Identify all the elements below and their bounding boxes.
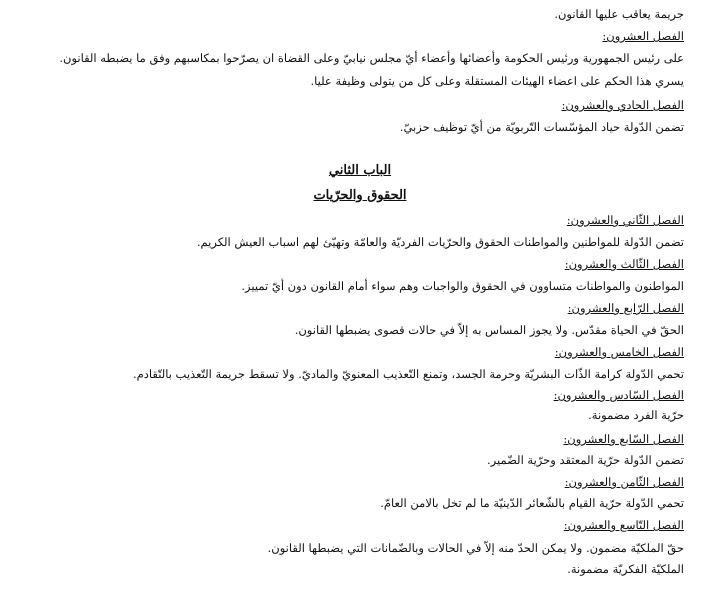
article-20-text-1: على رئيس الجمهورية ورئيس الحكومة وأعضائها وأعضاء أيّ مجلس نيابيّ وعلى القضاة ان يصرّحوا بمكاسبهم وفق ما يضبطه القانون.: [59, 51, 684, 65]
article-28-heading: الفصل الثّامن والعشرون:: [564, 475, 684, 489]
article-29-heading: الفصل التّاسع والعشرون:: [563, 518, 684, 532]
article-24-heading: الفصل الرّابع والعشرون:: [567, 301, 684, 315]
chapter-number: الباب الثاني: [328, 163, 392, 178]
article-22-heading: الفصل الثّاني والعشرون:: [566, 213, 684, 227]
intro-line: جريمة يعاقب عليها القانون.: [554, 7, 684, 21]
chapter-title: الحقوق والحرّيات: [313, 188, 407, 203]
article-27-heading: الفصل السّابع والعشرون:: [563, 432, 684, 446]
article-22-text: تضمن الدّولة للمواطنين والمواطنات الحقوق والحرّيات الفرديّة والعامّة وتهيّئ لهم اسباب العيش الكريم.: [196, 235, 684, 249]
article-21-heading: الفصل الحادي والعشرون:: [561, 98, 684, 112]
article-23-heading: الفصل الثّالث والعشرون:: [564, 257, 684, 271]
article-29-text-2: الملكيّة الفكريّة مضمونة.: [567, 562, 684, 576]
article-23-text: المواطنون والمواطنات متساوون في الحقوق والواجبات وهم سواء أمام القانون دون أيّ تمييز.: [241, 279, 684, 293]
article-20-text-2: يسري هذا الحكم على اعضاء الهيئات المستقلة وعلى كل من يتولى وظيفة عليا.: [310, 74, 684, 88]
article-26-heading: الفصل السّادس والعشرون:: [553, 388, 684, 402]
article-24-text: الحقّ في الحياة مقدّس. ولا يجوز المساس به إلاّ في حالات قصوى يضبطها القانون.: [294, 323, 684, 337]
article-20-heading: الفصل العشرون:: [602, 29, 684, 43]
article-21-text: تضمن الدّولة حياد المؤسّسات التّربويّة من أيّ توظيف حزبيّ.: [399, 120, 684, 134]
article-25-heading: الفصل الخامس والعشرون:: [554, 345, 684, 359]
article-29-text-1: حقّ الملكيّة مضمون. ولا يمكن الحدّ منه إلاّ في الحالات وبالضّمانات التي يضبطها القانون.: [267, 541, 684, 555]
article-28-text: تحمي الدّولة حرّية القيام بالشّعائر الدّينيّة ما لم تخل بالامن العامّ.: [380, 496, 684, 510]
article-27-text: تضمن الدّولة حرّية المعتقد وحرّية الضّمير.: [486, 453, 684, 467]
article-25-text: تحمي الدّولة كرامة الذّات البشريّة وحرمة الجسد، وتمنع التّعذيب المعنويّ والماديّ. ولا تسقط جريمة التّعذيب بالتّقادم.: [133, 367, 684, 381]
article-26-text: حرّية الفرد مضمونة.: [588, 408, 684, 422]
